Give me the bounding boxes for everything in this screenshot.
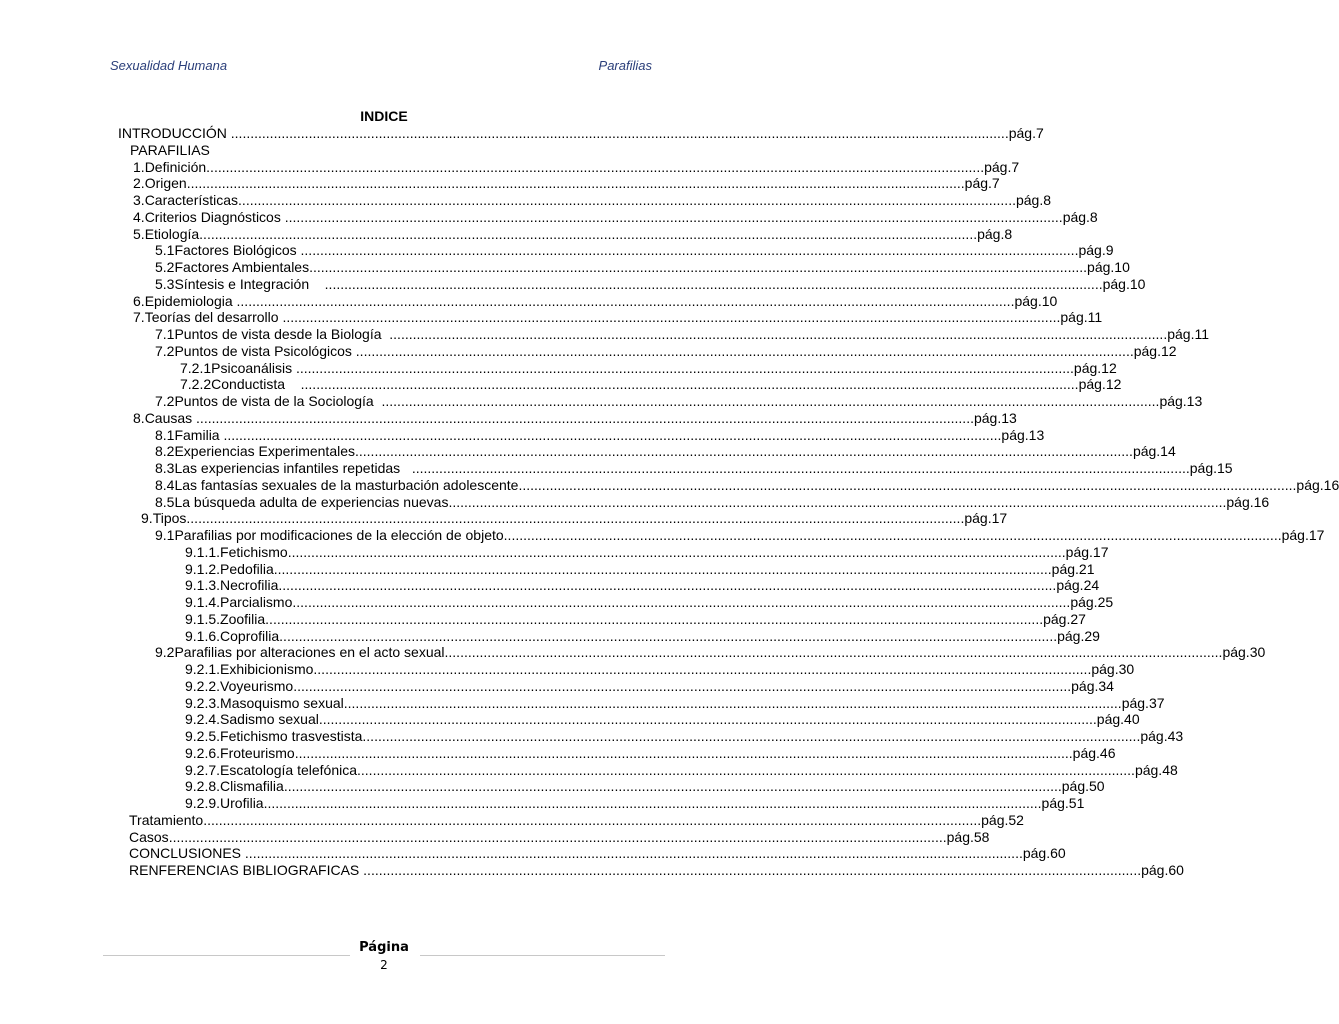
- toc-entry: [129, 828, 990, 846]
- toc-leader-dots: ........................................................................................................................................................................................................: [313, 661, 1092, 677]
- toc-leader-dots: ........................................................................................................................................................................................................: [265, 610, 1044, 627]
- toc-entry: [185, 728, 1184, 745]
- toc-entry-page: pág.60: [1141, 862, 1184, 878]
- toc-entry: [129, 862, 1184, 879]
- toc-entry-page: pág.10: [1102, 275, 1146, 292]
- toc-leader-dots: ........................................................................................................................................................................................................: [287, 543, 1066, 560]
- toc-entry-page: pág.24: [1056, 577, 1100, 594]
- toc-entry-label: Puntos de vista desde la Biología: [174, 326, 390, 342]
- toc-entry-number: 7.2.2: [180, 376, 212, 393]
- toc-entry-label: Parafilias por alteraciones en el acto sexual: [174, 644, 445, 661]
- toc-entry-label: Froteurismo: [220, 744, 295, 761]
- toc-entry-page: pág.17: [1281, 527, 1325, 543]
- toc-entry-number: 9.2.3.: [185, 694, 221, 711]
- toc-entry-page: pág.50: [1061, 778, 1105, 795]
- toc-entry-label: Las fantasías sexuales de la masturbación adolescente: [174, 476, 519, 493]
- toc-entry: [180, 376, 1122, 393]
- toc-leader-dots: ........................................................................................................................................................................................................: [318, 711, 1097, 728]
- toc-entry-number: 7.2.1: [180, 359, 212, 376]
- toc-leader-dots: ........................................................................................................................................................................................................: [357, 761, 1135, 778]
- toc-entry: [185, 594, 1114, 611]
- toc-entry: [185, 577, 1100, 594]
- toc-leader-dots: ........................................................................................................................................................................................................: [355, 443, 1133, 460]
- toc-entry-page: pág.15: [1189, 460, 1233, 476]
- toc-entry-label: Masoquismo sexual: [220, 694, 344, 711]
- toc-entry: [129, 845, 1066, 862]
- toc-entry-label: Conductista: [211, 376, 301, 393]
- toc-entry-page: pág.14: [1132, 443, 1176, 460]
- toc-entry-page: pág.27: [1043, 610, 1086, 627]
- toc-entry: [155, 426, 1045, 444]
- toc-entry-page: pág.13: [1159, 393, 1203, 409]
- toc-entry-number: 8.: [133, 409, 145, 426]
- toc-leader-dots: ........................................................................................................................................................................................................: [381, 393, 1160, 409]
- toc-leader-dots: ........................................................................................................................................................................................................: [203, 811, 982, 828]
- toc-leader-dots: ........................................................................................................................................................................................................: [362, 728, 1141, 744]
- toc-entry: [185, 610, 1086, 628]
- toc-entry-number: 7.2: [155, 342, 175, 359]
- toc-entry: [185, 677, 1114, 695]
- toc-entry-label: Necrofilia: [220, 577, 279, 594]
- toc-entry-page: pág.37: [1121, 694, 1165, 711]
- toc-entry-page: pág.8: [1062, 208, 1098, 225]
- toc-entry-page: pág.13: [1001, 426, 1045, 443]
- toc-entry: [133, 309, 1103, 326]
- toc-leader-dots: ........................................................................................................................................................................................................: [518, 476, 1297, 493]
- toc-entry-number: 5.2: [155, 259, 175, 275]
- toc-leader-dots: ........................................................................................................................................................................................................: [282, 309, 1061, 326]
- toc-entry: [155, 493, 1270, 511]
- toc-leader-dots: ........................................................................................................................................................................................................: [300, 242, 1079, 259]
- toc-entry: [185, 778, 1105, 795]
- toc-entry-label: Factores Biológicos: [174, 242, 301, 259]
- toc-entry: [185, 543, 1109, 561]
- toc-entry-label: Tratamiento: [129, 811, 204, 828]
- toc-entry-page: pág.17: [964, 510, 1008, 527]
- footer-page-number: 2: [380, 958, 388, 972]
- footer-divider-right: [420, 955, 665, 956]
- toc-entry-number: 6.: [133, 292, 145, 309]
- toc-entry-number: 2.: [133, 175, 145, 192]
- toc-leader-dots: ........................................................................................................................................................................................................: [236, 292, 1015, 309]
- toc-leader-dots: ........................................................................................................................................................................................................: [294, 744, 1073, 761]
- toc-entry-label: Parafilias por modificaciones de la elección de objeto: [174, 527, 504, 543]
- header-left-title: Sexualidad Humana: [110, 58, 228, 73]
- footer-divider-left: [103, 955, 350, 956]
- toc-entry-label: Características: [144, 192, 239, 208]
- toc-entry-number: 9.1.4.: [185, 594, 221, 610]
- toc-entry: [180, 359, 1117, 377]
- toc-entry-page: pág.10: [1014, 292, 1058, 309]
- toc-entry: [155, 393, 1203, 410]
- toc-entry-page: pág.34: [1071, 677, 1114, 694]
- toc-leader-dots: ........................................................................................................................................................................................................: [278, 577, 1057, 594]
- toc-entry-number: 9.2.7.: [185, 761, 221, 778]
- toc-entry-number: 9.2.9.: [185, 795, 221, 811]
- toc-leader-dots: ........................................................................................................................................................................................................: [196, 409, 974, 426]
- toc-entry-number: 8.2: [155, 443, 175, 460]
- toc-leader-dots: ........................................................................................................................................................................................................: [199, 225, 978, 242]
- toc-entry-number: 9.2.8.: [185, 778, 221, 795]
- toc-entry-label: Familia: [174, 426, 224, 443]
- toc-entry-page: pág.7: [964, 175, 1000, 192]
- toc-entry-label: La búsqueda adulta de experiencias nuevas: [174, 493, 449, 510]
- toc-entry: [185, 761, 1178, 779]
- toc-entry-page: pág.16: [1226, 493, 1270, 510]
- toc-entry: [185, 795, 1085, 812]
- toc-entry-number: 3.: [133, 192, 145, 208]
- toc-entry-page: pág.12: [1078, 376, 1122, 393]
- toc-entry: [155, 644, 1266, 661]
- header-right-title: Parafilias: [598, 58, 652, 73]
- toc-entry-label: Fetichismo trasvestista: [220, 728, 363, 744]
- toc-entry-page: pág.11: [1167, 326, 1209, 342]
- toc-entry-number: 5.: [133, 225, 145, 242]
- toc-leader-dots: ........................................................................................................................................................................................................: [343, 694, 1122, 711]
- toc-entry: [118, 125, 1044, 142]
- toc-entry-page: pág.30: [1222, 644, 1266, 661]
- toc-entry-page: pág.9: [1078, 242, 1114, 259]
- toc-entry: [155, 476, 1339, 494]
- toc-entry-label: Epidemiologia: [144, 292, 237, 309]
- toc-entry: [155, 259, 1130, 276]
- toc-leader-dots: ........................................................................................................................................................................................................: [363, 862, 1142, 878]
- toc-entry-page: pág.11: [1060, 309, 1103, 326]
- toc-leader-dots: ........................................................................................................................................................................................................: [168, 828, 947, 845]
- toc-entry-page: pág.17: [1065, 543, 1109, 560]
- toc-leader-dots: ........................................................................................................................................................................................................: [223, 426, 1002, 443]
- toc-entry: [155, 242, 1114, 259]
- toc-entry-number: 9.1.2.: [185, 560, 221, 577]
- toc-entry: [155, 326, 1209, 343]
- toc-leader-dots: ........................................................................................................................................................................................................: [263, 795, 1042, 811]
- toc-entry: [155, 460, 1233, 477]
- toc-entry-page: pág.12: [1133, 342, 1177, 359]
- toc-entry-number: 9.2: [155, 644, 175, 661]
- toc-entry-label: Coprofilia: [220, 627, 280, 644]
- toc-entry: [133, 292, 1058, 310]
- toc-entry-label: Exhibicionismo: [220, 661, 314, 677]
- toc-entry: [155, 275, 1146, 293]
- toc-leader-dots: ........................................................................................................................................................................................................: [238, 192, 1016, 208]
- toc-entry: [141, 510, 1008, 527]
- toc-entry-number: 9.2.5.: [185, 728, 221, 744]
- toc-entry-page: pág.7: [1008, 125, 1044, 141]
- toc-entry-label: Causas: [144, 409, 197, 426]
- toc-entry-label: Parcialismo: [220, 594, 293, 610]
- toc-leader-dots: ........................................................................................................................................................................................................: [230, 125, 1009, 141]
- toc-leader-dots: ........................................................................................................................................................................................................: [411, 460, 1190, 476]
- toc-entry-label: RENFERENCIAS BIBLIOGRAFICAS: [129, 862, 364, 878]
- toc-entry-page: pág.12: [1073, 359, 1117, 376]
- toc-entry-number: 7.1: [155, 326, 175, 342]
- toc-entry-number: 8.3: [155, 460, 175, 476]
- toc-entry-page: pág.46: [1072, 744, 1116, 761]
- toc-leader-dots: ........................................................................................................................................................................................................: [283, 778, 1062, 795]
- toc-entry-page: pág.10: [1087, 259, 1130, 275]
- toc-entry-label: Escatología telefónica: [220, 761, 358, 778]
- toc-entry-page: pág.8: [977, 225, 1013, 242]
- toc-entry-number: 7.: [133, 309, 145, 326]
- toc-leader-dots: ........................................................................................................................................................................................................: [244, 845, 1023, 862]
- toc-entry-label: Clismafilia: [220, 778, 284, 795]
- toc-entry-label: Puntos de vista de la Sociología: [174, 393, 382, 409]
- toc-entry-number: 9.1: [155, 527, 175, 543]
- toc-entry-page: pág.29: [1057, 627, 1100, 644]
- toc-entry-page: pág.21: [1051, 560, 1095, 577]
- toc-entry-number: 9.1.1.: [185, 543, 221, 560]
- toc-entry-label: Voyeurismo: [220, 677, 294, 694]
- toc-entry-label: Experiencias Experimentales: [174, 443, 355, 460]
- toc-entry-page: pág.43: [1140, 728, 1184, 744]
- toc-entry: [130, 142, 608, 159]
- toc-leader-dots: ........................................................................................................................................................................................................: [503, 527, 1282, 543]
- toc-entry-number: 9.1.6.: [185, 627, 221, 644]
- footer-page-label: Página: [359, 940, 409, 955]
- toc-entry-label: Tipos: [152, 510, 187, 527]
- toc-entry-label: INTRODUCCIÓN: [118, 125, 231, 141]
- toc-leader-dots: ........................................................................................................................................................................................................: [444, 644, 1223, 661]
- toc-entry-number: 7.2: [155, 393, 175, 409]
- toc-entry: [133, 158, 1020, 176]
- toc-entry: [133, 175, 1000, 192]
- toc-entry-label: Casos: [129, 828, 169, 845]
- toc-leader-dots: ........................................................................................................................................................................................................: [300, 376, 1079, 393]
- toc-leader-dots: ........................................................................................................................................................................................................: [355, 342, 1134, 359]
- toc-entry-page: pág.52: [981, 811, 1024, 828]
- toc-entry-number: 8.4: [155, 476, 175, 493]
- toc-entry-label: Origen: [144, 175, 187, 192]
- toc-entry-label: CONCLUSIONES: [129, 845, 245, 862]
- toc-entry: [133, 409, 1017, 427]
- toc-entry-label: Etiología: [144, 225, 200, 242]
- toc-entry-page: pág.40: [1096, 711, 1140, 728]
- toc-entry-page: pág.25: [1070, 594, 1114, 610]
- toc-entry-label: Sadismo sexual: [220, 711, 319, 728]
- toc-entry-label: Urofilia: [220, 795, 264, 811]
- toc-leader-dots: ........................................................................................................................................................................................................: [273, 560, 1052, 577]
- toc-entry-number: 9.: [141, 510, 153, 527]
- toc-entry-number: 8.5: [155, 493, 175, 510]
- toc-entry: [129, 811, 1024, 829]
- toc-entry: [155, 443, 1176, 460]
- toc-entry-number: 5.3: [155, 275, 175, 292]
- toc-entry-number: 9.1.3.: [185, 577, 221, 594]
- toc-leader-dots: ........................................................................................................................................................................................................: [186, 510, 965, 527]
- toc-entry-page: pág.16: [1296, 476, 1339, 493]
- toc-entry-number: 8.1: [155, 426, 175, 443]
- toc-leader-dots: ........................................................................................................................................................................................................: [279, 627, 1058, 644]
- toc-entry-page: pág.8: [1015, 192, 1052, 208]
- toc-entry-number: 5.1: [155, 242, 175, 259]
- toc-entry-label: PARAFILIAS: [130, 141, 210, 158]
- toc-entry: [185, 661, 1135, 678]
- toc-leader-dots: ........................................................................................................................................................................................................: [324, 275, 1103, 292]
- toc-entry: [133, 192, 1052, 209]
- toc-entry: [155, 527, 1325, 544]
- toc-entry-page: pág.60: [1022, 845, 1066, 862]
- toc-entry-label: Pedofilia: [220, 560, 274, 577]
- toc-entry-number: 9.2.6.: [185, 744, 221, 761]
- toc-entry-label: Definición: [144, 158, 207, 175]
- toc-entry: [133, 208, 1098, 226]
- toc-leader-dots: ........................................................................................................................................................................................................: [206, 158, 985, 175]
- toc-entry: [155, 342, 1177, 360]
- toc-entry-page: pág.7: [984, 158, 1020, 175]
- toc-entry-page: pág.58: [946, 828, 990, 845]
- toc-entry-number: 9.2.4.: [185, 711, 221, 728]
- toc-entry-label: Psicoanálisis: [211, 359, 296, 376]
- toc-entry-label: Teorías del desarrollo: [144, 309, 283, 326]
- toc-entry-label: Las experiencias infantiles repetidas: [174, 460, 412, 476]
- toc-entry-label: Puntos de vista Psicológicos: [174, 342, 356, 359]
- toc-entry-number: 9.1.5.: [185, 610, 221, 627]
- toc-entry: [185, 560, 1095, 578]
- toc-entry-label: Factores Ambientales: [174, 259, 310, 275]
- toc-entry-page: pág.30: [1091, 661, 1135, 677]
- toc-entry-number: 1.: [133, 158, 145, 175]
- toc-entry-page: pág.51: [1041, 795, 1085, 811]
- toc-entry-label: Fetichismo: [220, 543, 288, 560]
- toc-leader-dots: ........................................................................................................................................................................................................: [389, 326, 1168, 342]
- page-title: INDICE: [360, 108, 408, 124]
- toc-leader-dots: ........................................................................................................................................................................................................: [293, 677, 1072, 694]
- toc-entry: [185, 694, 1165, 712]
- toc-leader-dots: ........................................................................................................................................................................................................: [186, 175, 965, 192]
- toc-entry: [185, 744, 1116, 762]
- toc-leader-dots: ........................................................................................................................................................................................................: [448, 493, 1227, 510]
- toc-entry-number: 9.2.1.: [185, 661, 221, 677]
- toc-entry-number: 4.: [133, 208, 145, 225]
- toc-leader-dots: ........................................................................................................................................................................................................: [292, 594, 1071, 610]
- toc-entry-number: 9.2.2.: [185, 677, 221, 694]
- toc-leader-dots: ........................................................................................................................................................................................................: [284, 208, 1063, 225]
- toc-entry-label: Zoofilia: [220, 610, 266, 627]
- toc-entry-label: Criterios Diagnósticos: [144, 208, 285, 225]
- toc-leader-dots: ........................................................................................................................................................................................................: [295, 359, 1074, 376]
- toc-entry-label: Síntesis e Integración: [174, 275, 325, 292]
- toc-entry: [185, 627, 1100, 645]
- toc-entry: [185, 711, 1140, 728]
- toc-leader-dots: ........................................................................................................................................................................................................: [309, 259, 1088, 275]
- toc-entry-page: pág.13: [973, 409, 1017, 426]
- toc-entry-page: pág.48: [1134, 761, 1178, 778]
- toc-entry: [133, 225, 1013, 243]
